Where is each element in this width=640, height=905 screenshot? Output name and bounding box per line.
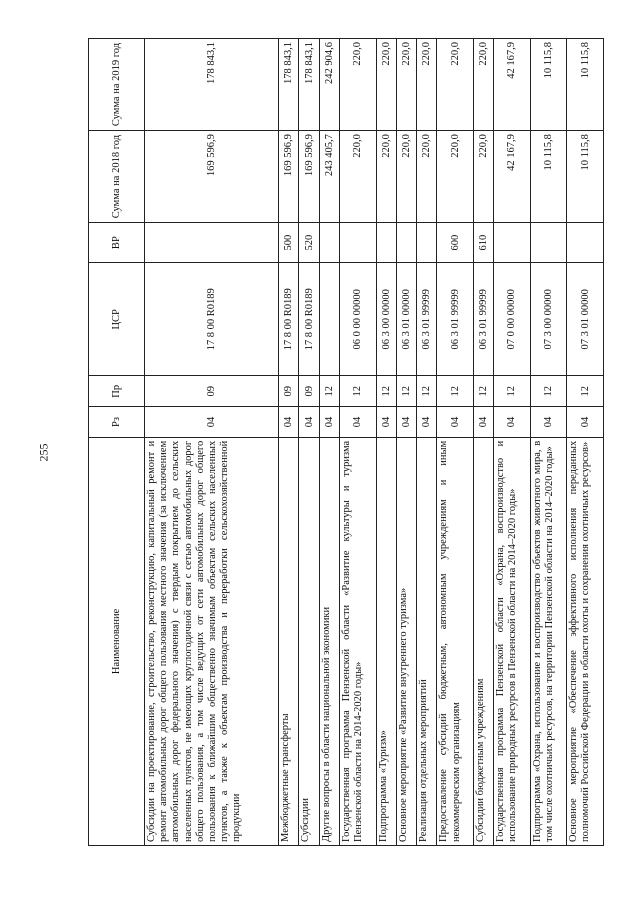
table-row	[396, 39, 416, 846]
row-vr	[567, 223, 604, 263]
row-pr: 12	[376, 376, 396, 407]
row-vr	[396, 223, 416, 263]
row-name: Субсидии бюджетным учреждениям	[473, 437, 493, 845]
row-csr: 06 3 01 99999	[417, 263, 437, 376]
row-vr: 610	[473, 223, 493, 263]
row-name: Предоставление субсидий бюджетным, автономным учреждениям и иным некоммерческим организациям	[437, 437, 474, 845]
table-row	[417, 39, 437, 846]
row-vr: 600	[437, 223, 474, 263]
row-pr: 12	[530, 376, 567, 407]
row-pr: 12	[567, 376, 604, 407]
row-vr	[340, 223, 377, 263]
row-rz: 04	[473, 407, 493, 438]
row-csr: 06 0 00 00000	[340, 263, 377, 376]
row-pr: 12	[319, 376, 339, 407]
row-pr: 12	[473, 376, 493, 407]
table-header-row	[89, 39, 145, 846]
row-rz: 04	[376, 407, 396, 438]
row-name: Государственная программа Пензенской области «Охрана, воспроизводство и использование природных ресурсов в Пензенской области на 2014–2020 годы»	[494, 437, 531, 845]
row-sum-2018: 220,0	[417, 131, 437, 223]
row-rz: 04	[279, 407, 299, 438]
row-csr: 06 3 00 00000	[376, 263, 396, 376]
row-name: Реализация отдельных мероприятий	[417, 437, 437, 845]
row-pr: 09	[279, 376, 299, 407]
row-name: Подпрограмма «Туризм»	[376, 437, 396, 845]
row-vr	[145, 223, 279, 263]
header-csr: ЦСР	[89, 263, 145, 376]
table-row	[145, 39, 279, 846]
row-sum-2018: 220,0	[340, 131, 377, 223]
row-rz: 04	[417, 407, 437, 438]
row-sum-2018: 169 596,9	[145, 131, 279, 223]
row-name: Субсидии на проектирование, строительство, реконструкцию, капитальный ремонт и ремонт автомобильных дорог общего пользования местного значения (за исключением автомобильных дорог федерального значения) с твердым покрытием до сельских населенных пунктов, не имеющих круглогодичной связи с сетью автомобильных дорог общего пользования, а том числе ведущих от сети автомобильных дорог общего пользования к ближайшим общественно значимым объектам сельских населенных пунктов, а также к объектам производства и переработки сельскохозяйственной продукции	[145, 437, 279, 845]
table-row	[376, 39, 396, 846]
row-pr: 12	[437, 376, 474, 407]
row-rz: 04	[145, 407, 279, 438]
row-csr: 07 0 00 00000	[494, 263, 531, 376]
row-sum-2019: 242 904,6	[319, 39, 339, 131]
row-csr: 17 8 00 R0189	[299, 263, 319, 376]
row-sum-2018: 169 596,9	[299, 131, 319, 223]
row-csr: 07 3 01 00000	[567, 263, 604, 376]
table-row	[299, 39, 319, 846]
row-sum-2018: 220,0	[437, 131, 474, 223]
header-rz: Рз	[89, 407, 145, 438]
table-row	[437, 39, 474, 846]
row-name: Государственная программа Пензенской области «Развитие культуры и туризма Пензенской области на 2014-2020 годы»	[340, 437, 377, 845]
budget-table	[88, 38, 604, 846]
row-rz: 04	[437, 407, 474, 438]
row-name: Основное мероприятие «Обеспечение эффективного исполнения переданных полномочий Российской Федерации в области охоты и сохранения охотничьих ресурсов»	[567, 437, 604, 845]
row-vr	[530, 223, 567, 263]
table-row	[279, 39, 299, 846]
header-vr: ВР	[89, 223, 145, 263]
row-vr	[319, 223, 339, 263]
row-csr: 06 3 01 00000	[396, 263, 416, 376]
row-sum-2019: 178 843,1	[299, 39, 319, 131]
table-row	[319, 39, 339, 846]
row-name: Подпрограмма «Охрана, использование и воспроизводство объектов животного мира, в том числе охотничьих ресурсов, на территории Пензенской области на 2014–2020 годы»	[530, 437, 567, 845]
row-pr: 12	[417, 376, 437, 407]
row-sum-2019: 220,0	[376, 39, 396, 131]
row-vr	[494, 223, 531, 263]
table-row	[567, 39, 604, 846]
row-pr: 09	[299, 376, 319, 407]
row-sum-2019: 220,0	[437, 39, 474, 131]
row-sum-2019: 42 167,9	[494, 39, 531, 131]
row-sum-2019: 220,0	[417, 39, 437, 131]
rotated-table-container	[88, 38, 604, 846]
row-csr: 17 8 00 R0189	[279, 263, 299, 376]
header-pr: Пр	[89, 376, 145, 407]
row-sum-2019: 220,0	[473, 39, 493, 131]
row-csr: 07 3 00 00000	[530, 263, 567, 376]
row-name: Другие вопросы в области национальной экономики	[319, 437, 339, 845]
row-csr: 06 3 01 99999	[473, 263, 493, 376]
row-sum-2018: 220,0	[473, 131, 493, 223]
row-sum-2018: 243 405,7	[319, 131, 339, 223]
row-sum-2019: 10 115,8	[530, 39, 567, 131]
row-pr: 09	[145, 376, 279, 407]
row-csr	[319, 263, 339, 376]
row-sum-2019: 220,0	[340, 39, 377, 131]
row-sum-2019: 178 843,1	[145, 39, 279, 131]
table-row	[473, 39, 493, 846]
row-rz: 04	[396, 407, 416, 438]
row-pr: 12	[494, 376, 531, 407]
table-row	[340, 39, 377, 846]
table-row	[530, 39, 567, 846]
header-sum-2019: Сумма на 2019 год	[89, 39, 145, 131]
row-name: Субсидии	[299, 437, 319, 845]
row-pr: 12	[340, 376, 377, 407]
row-sum-2018: 220,0	[376, 131, 396, 223]
page-number: 255	[36, 443, 51, 462]
row-name: Основное мероприятие «Развитие внутреннего туризма»	[396, 437, 416, 845]
row-rz: 04	[340, 407, 377, 438]
row-rz: 04	[299, 407, 319, 438]
row-pr: 12	[396, 376, 416, 407]
row-sum-2018: 10 115,8	[530, 131, 567, 223]
row-vr: 500	[279, 223, 299, 263]
row-sum-2018: 169 596,9	[279, 131, 299, 223]
row-csr: 06 3 01 99999	[437, 263, 474, 376]
row-name: Межбюджетные трансферты	[279, 437, 299, 845]
header-name: Наименование	[89, 437, 145, 845]
row-rz: 04	[494, 407, 531, 438]
row-vr: 520	[299, 223, 319, 263]
row-csr: 17 8 00 R0189	[145, 263, 279, 376]
row-sum-2018: 42 167,9	[494, 131, 531, 223]
row-sum-2019: 178 843,1	[279, 39, 299, 131]
row-vr	[417, 223, 437, 263]
row-sum-2018: 10 115,8	[567, 131, 604, 223]
header-sum-2018: Сумма на 2018 год	[89, 131, 145, 223]
row-sum-2018: 220,0	[396, 131, 416, 223]
row-rz: 04	[319, 407, 339, 438]
row-sum-2019: 10 115,8	[567, 39, 604, 131]
row-rz: 04	[567, 407, 604, 438]
table-row	[494, 39, 531, 846]
row-rz: 04	[530, 407, 567, 438]
row-sum-2019: 220,0	[396, 39, 416, 131]
row-vr	[376, 223, 396, 263]
